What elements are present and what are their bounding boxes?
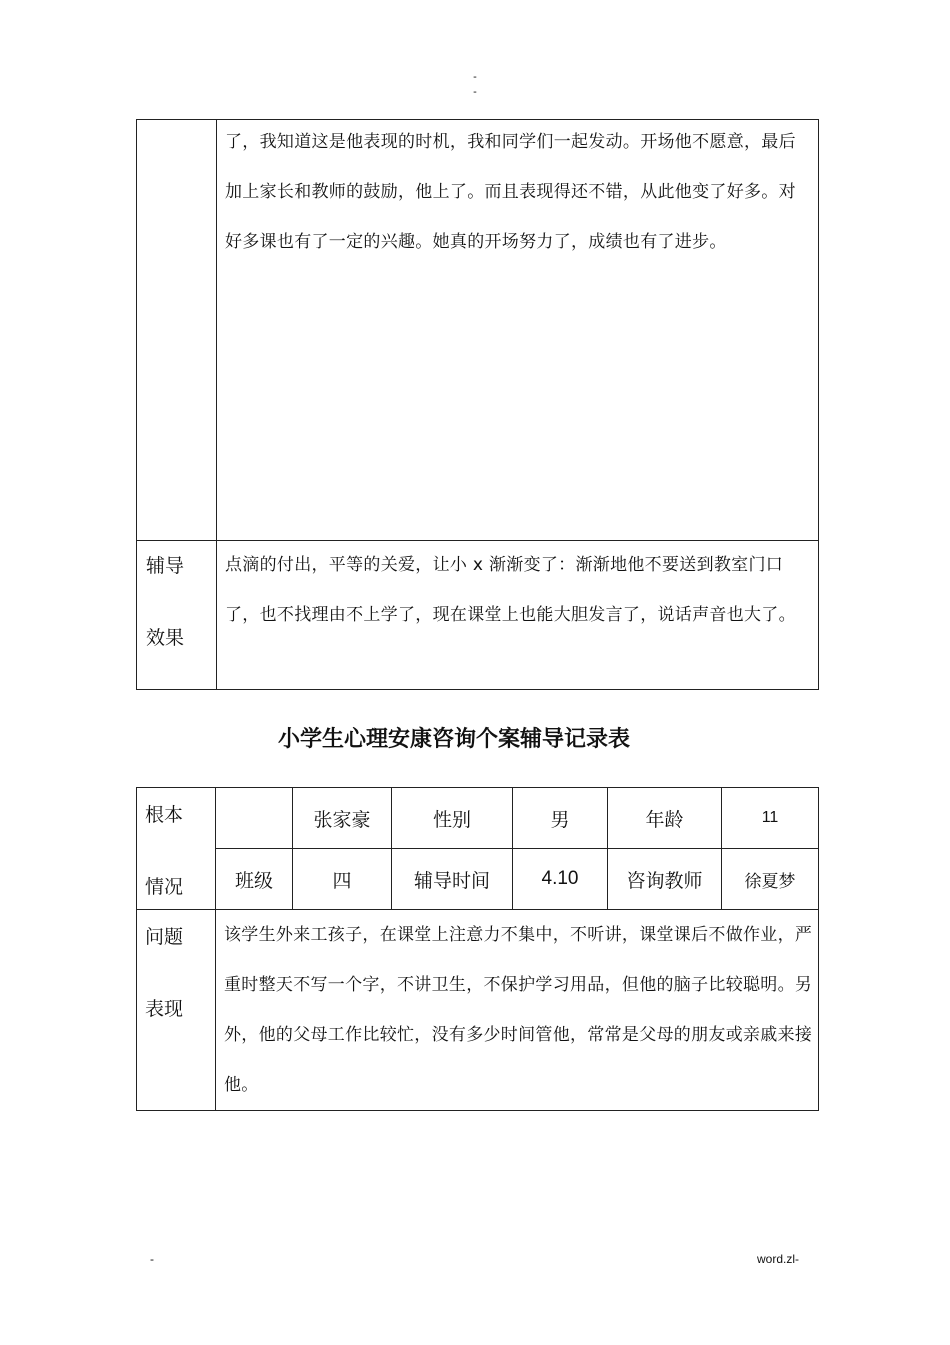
effect-text: 点滴的付出，平等的关爱，让小 x 渐渐变了：渐渐地他不要送到教室门口了，也不找理由不上学了，现在课堂上也能大胆发言了，说话声音也大了。 (225, 555, 796, 625)
basic-info-label (137, 788, 216, 910)
time-value: 4.10 (513, 849, 608, 910)
record-table (136, 787, 819, 1111)
time-label: 辅导时间 (392, 849, 513, 910)
continuation-table (136, 119, 819, 690)
column-divider (216, 120, 217, 689)
continuation-paragraph: 了，我知道这是他表现的时机，我和同学们一起发动。开场他不愿意，最后加上家长和教师的鼓励，他上了。而且表现得还不错，从此他变了好多。对好多课也有了一定的兴趣。她真的开场努力了，成绩也有了进步。 (225, 132, 796, 252)
problem-label-line1: 问题 (145, 926, 184, 948)
effect-label-line2: 效果 (146, 627, 185, 649)
problem-label (137, 910, 216, 1111)
class-value: 四 (293, 849, 392, 910)
name-value: 张家豪 (293, 788, 392, 849)
basic-label-line1: 根本 (145, 804, 184, 826)
header-mark-1: - (473, 71, 477, 83)
header-mark-2: - (473, 86, 477, 98)
problem-text: 该学生外来工孩子，在课堂上注意力不集中，不听讲，课堂课后不做作业，严重时整天不写一个字，不讲卫生，不保护学习用品，但他的脑子比较聪明。另外，他的父母工作比较忙，没有多少时间管他，常常是父母的朋友或亲戚来接他。 (216, 910, 819, 1111)
gender-label: 性别 (392, 788, 513, 849)
footer-left: - (150, 1252, 154, 1266)
class-label: 班级 (216, 849, 293, 910)
teacher-label: 咨询教师 (608, 849, 722, 910)
teacher-value: 徐夏梦 (722, 849, 819, 910)
age-value: 11 (722, 788, 819, 849)
name-label-cell (216, 788, 293, 849)
basic-label-line2: 情况 (145, 876, 184, 898)
form-title: 小学生心理安康咨询个案辅导记录表 (277, 727, 630, 752)
effect-label-line1: 辅导 (146, 555, 185, 577)
gender-value: 男 (513, 788, 608, 849)
footer-right: word.zl- (757, 1252, 800, 1266)
age-label: 年龄 (608, 788, 722, 849)
problem-label-line2: 表现 (145, 998, 184, 1020)
